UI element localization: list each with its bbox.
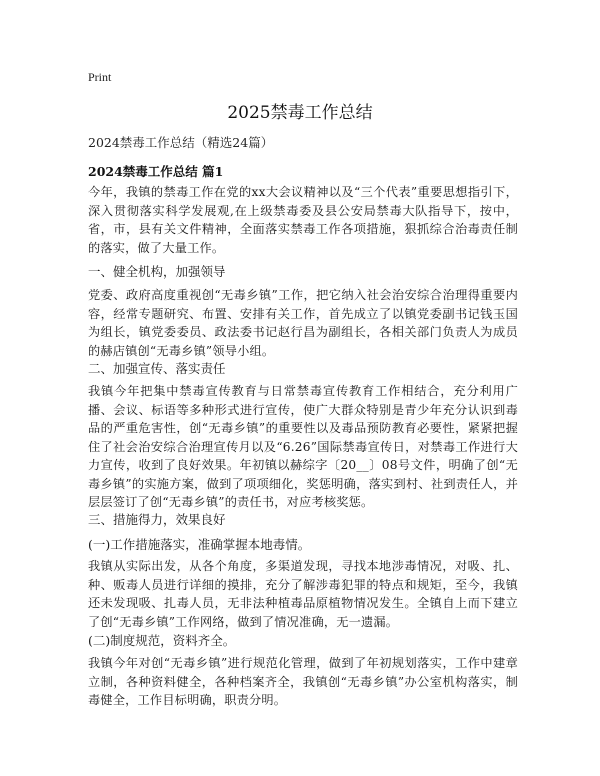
heading-organization: 一、健全机构，加强领导 bbox=[88, 264, 226, 279]
paragraph-regulations: 我镇今年对创“无毒乡镇”进行规范化管理，做到了年初规划落实，工作中建章立制，各种资料健全，各种档案齐全，我镇创“无毒乡镇”办公室机构落实，制毒健全，工作目标明确，职责分明。 bbox=[88, 656, 518, 707]
doc-subtitle: 2024禁毒工作总结（精选24篇） bbox=[88, 135, 274, 150]
page-title: 2025禁毒工作总结 bbox=[227, 103, 373, 123]
subheading-work-measures: (一)工作措施落实，准确掌握本地毒情。 bbox=[88, 537, 311, 552]
subheading-regulations: (二)制度规范，资料齐全。 bbox=[88, 633, 236, 648]
intro-paragraph: 今年，我镇的禁毒工作在党的xx大会议精神以及“三个代表”重要思想指引下，深入贯彻落实科学发展观,在上级禁毒委及县公安局禁毒大队指导下，按中，省，市，县有关文件精神，全面落实禁毒工作各项措施，狠抓综合治毒责任制的落实，做了大量工作。 bbox=[88, 185, 518, 255]
print-link[interactable]: Print bbox=[88, 70, 112, 84]
heading-publicity: 二、加强宣传、落实责任 bbox=[88, 361, 226, 376]
heading-measures: 三、措施得力，效果良好 bbox=[88, 512, 226, 527]
paragraph-publicity: 我镇今年把集中禁毒宣传教育与日常禁毒宣传教育工作相结合，充分利用广播、会议、标语等多种形式进行宣传，使广大群众特别是青少年充分认识到毒品的严重危害性，创“无毒乡镇”的重要性以及毒品预防教育必要性，紧紧把握住了社会治安综合治理宣传月以及“6.26”国际禁毒宣传日，对禁毒工作进行大力宣传，收到了良好效果。年初镇以赫综字〔20__〕08号文件，明确了创“无毒乡镇”的实施方案，做到了项项细化，奖惩明确，落实到村、社到责任人，并层层签订了创“无毒乡镇”的责任书，对应考核奖惩。 bbox=[88, 384, 518, 509]
paragraph-organization: 党委、政府高度重视创“无毒乡镇”工作，把它纳入社会治安综合治理得重要内容，经常专题研究、布置、安排有关工作，首先成立了以镇党委副书记钱玉国为组长，镇党委委员、政法委书记赵行昌为副组长，各相关部门负责人为成员的赫店镇创“无毒乡镇”领导小组。 bbox=[88, 288, 518, 358]
section-title: 2024禁毒工作总结 篇1 bbox=[88, 164, 224, 179]
paragraph-work-measures: 我镇从实际出发，从各个角度，多渠道发现，寻找本地涉毒情况，对吸、扎、种、贩毒人员进行详细的摸排，充分了解涉毒犯罪的特点和规矩，至今，我镇还未发现吸、扎毒人员，无非法种植毒品原植物情况发生。全镇自上而下建立了创“无毒乡镇”工作网络，做到了情况准确，无一遗漏。 bbox=[88, 559, 518, 629]
